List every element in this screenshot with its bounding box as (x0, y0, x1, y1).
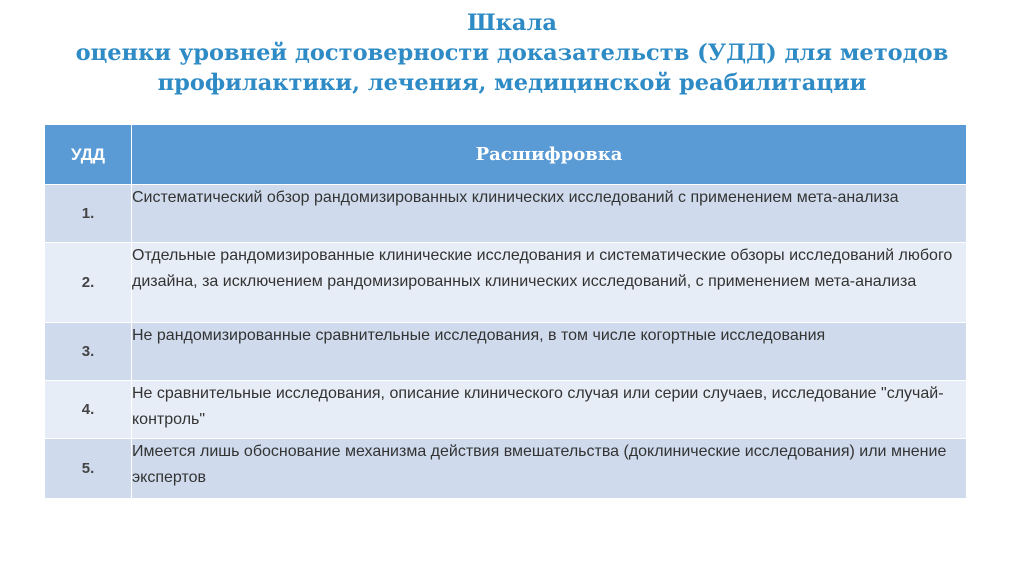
description-cell: Систематический обзор рандомизированных клинических исследований с применением мета-анализа (132, 185, 967, 243)
table-row (45, 185, 967, 243)
table-row (45, 439, 967, 499)
table-row (45, 243, 967, 323)
table-header-row (45, 125, 967, 185)
description-cell: Имеется лишь обоснование механизма действия вмешательства (доклинические исследования) или мнение экспертов (132, 439, 967, 499)
level-cell: 2. (45, 243, 132, 323)
level-cell: 5. (45, 439, 132, 499)
level-cell: 1. (45, 185, 132, 243)
title-line-3: профилактики, лечения, медицинской реабилитации (157, 70, 867, 96)
description-cell: Не сравнительные исследования, описание клинического случая или серии случаев, исследование "случай-контроль" (132, 381, 967, 439)
title-line-2: оценки уровней достоверности доказательств (УДД) для методов (75, 40, 949, 66)
level-cell: 3. (45, 323, 132, 381)
header-description: Расшифровка (132, 125, 967, 185)
header-udd: УДД (45, 125, 132, 185)
evidence-levels-table (44, 124, 967, 499)
table-row (45, 381, 967, 439)
description-cell: Отдельные рандомизированные клинические исследования и систематические обзоры исследований любого дизайна, за исключением рандомизированных клинических исследований, с применением мета-анализа (132, 243, 967, 323)
title-line-1: Шкала (467, 10, 557, 36)
table-row (45, 323, 967, 381)
slide-title (40, 8, 984, 98)
description-cell: Не рандомизированные сравнительные исследования, в том числе когортные исследования (132, 323, 967, 381)
level-cell: 4. (45, 381, 132, 439)
